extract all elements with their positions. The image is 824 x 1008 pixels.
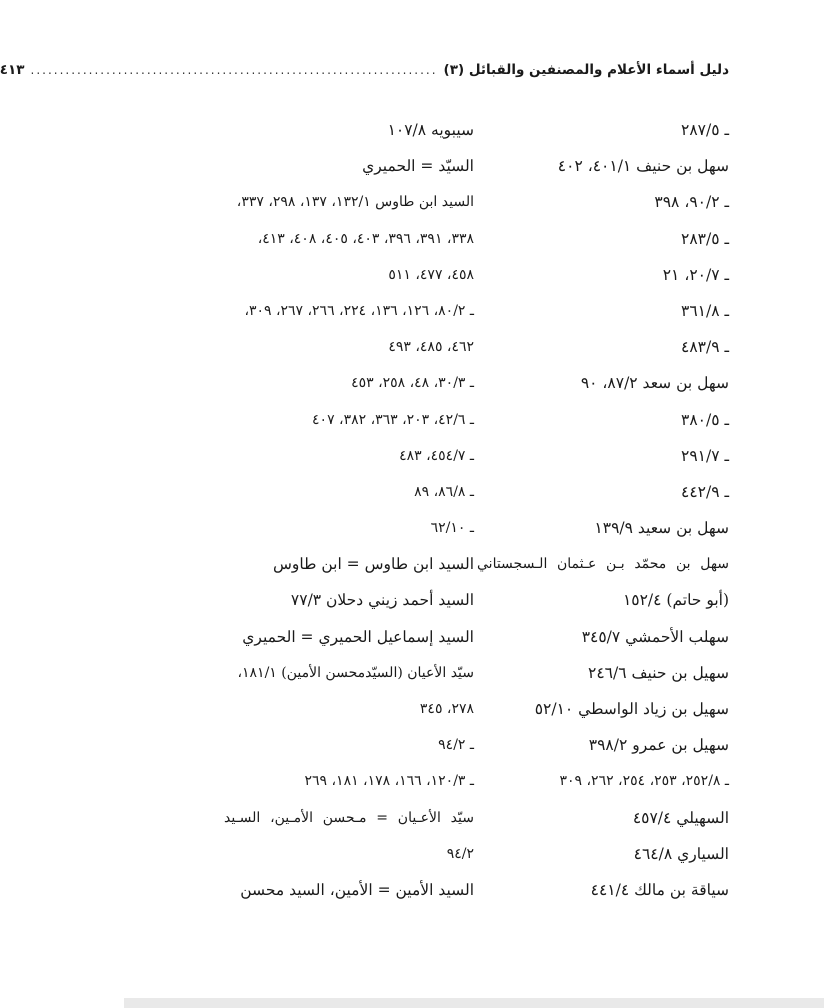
page-number: ٤١٣ bbox=[0, 62, 25, 78]
index-entry: السيد ابن طاوس = ابن طاوس bbox=[272, 555, 474, 574]
index-entry: ـ ٣٨٠/٥ bbox=[681, 410, 729, 429]
index-entry: ـ ٢٩١/٧ bbox=[681, 446, 729, 465]
leader-dots: ...................................................................... bbox=[30, 63, 438, 77]
index-entry: ـ ٤٢/٦، ٢٠٣، ٣٦٣، ٣٨٢، ٤٠٧ bbox=[312, 411, 474, 428]
index-entry: ـ ٦٢/١٠ bbox=[430, 520, 474, 537]
index-entry: ٤٥٨، ٤٧٧، ٥١١ bbox=[388, 266, 474, 283]
index-entry: سهيل بن عمرو ٣٩٨/٢ bbox=[588, 736, 729, 755]
index-entry: السيد أحمد زيني دحلان ٧٧/٣ bbox=[290, 591, 474, 610]
index-entry: ـ ٢٨٧/٥ bbox=[681, 121, 729, 139]
index-entry: (أبو حاتم) ١٥٢/٤ bbox=[622, 591, 729, 610]
index-entry: ـ ٢٠/٧، ٢١ bbox=[662, 265, 729, 284]
running-title: دليل أسماء الأعلام والمصنفين والقبائل (٣) bbox=[443, 62, 729, 78]
index-entry: السياري ٤٦٤/٨ bbox=[633, 844, 729, 863]
index-entry: سهل بن محمّد بـن عـثمان الـسجستاني bbox=[477, 556, 729, 573]
index-entry: ـ ٣٦١/٨ bbox=[681, 301, 729, 320]
index-entry: ٤٦٢، ٤٨٥، ٤٩٣ bbox=[388, 339, 474, 356]
index-entry: سهيل بن حنيف ٢٤٦/٦ bbox=[588, 663, 729, 682]
index-entry: السيد الأمين = الأمين، السيد محسن bbox=[240, 880, 474, 899]
index-entry: سهلب الأحمشي ٣٤٥/٧ bbox=[581, 627, 729, 646]
index-entry: ٢٧٨، ٣٤٥ bbox=[419, 701, 474, 717]
index-entry: سيّد الأعـيان = مـحسن الأمـين، السـيد bbox=[224, 809, 474, 826]
index-entry: السيّد = الحميري bbox=[362, 157, 474, 176]
index-entry: سهل بن حنيف ٤٠١/١، ٤٠٢ bbox=[557, 157, 729, 176]
index-entry: ـ ٨٠/٢، ١٢٦، ١٣٦، ٢٢٤، ٢٦٦، ٢٦٧، ٣٠٩، bbox=[244, 302, 474, 319]
index-entry: سيبويه ١٠٧/٨ bbox=[387, 121, 474, 139]
index-entry: ـ ٨٦/٨، ٨٩ bbox=[414, 483, 474, 500]
index-entry: السهيلي ٤٥٧/٤ bbox=[632, 808, 729, 827]
index-entry: ـ ٩٤/٢ bbox=[438, 737, 474, 754]
index-column-left bbox=[224, 112, 474, 908]
index-entry: ـ ٤٤٢/٩ bbox=[681, 482, 729, 501]
index-entry: ـ ٣٠/٣، ٤٨، ٢٥٨، ٤٥٣ bbox=[351, 375, 474, 392]
index-entry: ـ ٩٠/٢، ٣٩٨ bbox=[654, 193, 729, 212]
index-entry: ـ ٤٥٤/٧، ٤٨٣ bbox=[399, 447, 474, 464]
index-entry: ـ ٢٨٣/٥ bbox=[681, 229, 729, 248]
running-header bbox=[0, 62, 729, 90]
index-entry: ٩٤/٢ bbox=[446, 845, 474, 862]
index-entry: ـ ٢٥٢/٨، ٢٥٣، ٢٥٤، ٢٦٢، ٣٠٩ bbox=[559, 773, 729, 790]
index-entry: سهل بن سعيد ١٣٩/٩ bbox=[594, 519, 729, 538]
index-entry: ـ ٤٨٣/٩ bbox=[681, 338, 729, 357]
index-entry: السيد ابن طاوس ١٣٢/١، ١٣٧، ٢٩٨، ٣٣٧، bbox=[236, 194, 474, 211]
index-entry: سيّد الأعيان (السيّدمحسن الأمين) ١٨١/١، bbox=[237, 664, 474, 681]
index-entry: ٣٣٨، ٣٩١، ٣٩٦، ٤٠٣، ٤٠٥، ٤٠٨، ٤١٣، bbox=[257, 230, 474, 247]
index-entry: سياقة بن مالك ٤٤١/٤ bbox=[590, 880, 729, 899]
index-column-right bbox=[477, 112, 729, 908]
index-entry: السيد إسماعيل الحميري = الحميري bbox=[242, 627, 474, 646]
index-entry: سهل بن سعد ٨٧/٢، ٩٠ bbox=[580, 374, 729, 393]
scan-bottom-edge bbox=[124, 998, 824, 1008]
index-entry: سهيل بن زياد الواسطي ٥٢/١٠ bbox=[534, 700, 729, 718]
index-entry: ـ ١٢٠/٣، ١٦٦، ١٧٨، ١٨١، ٢٦٩ bbox=[304, 773, 474, 790]
